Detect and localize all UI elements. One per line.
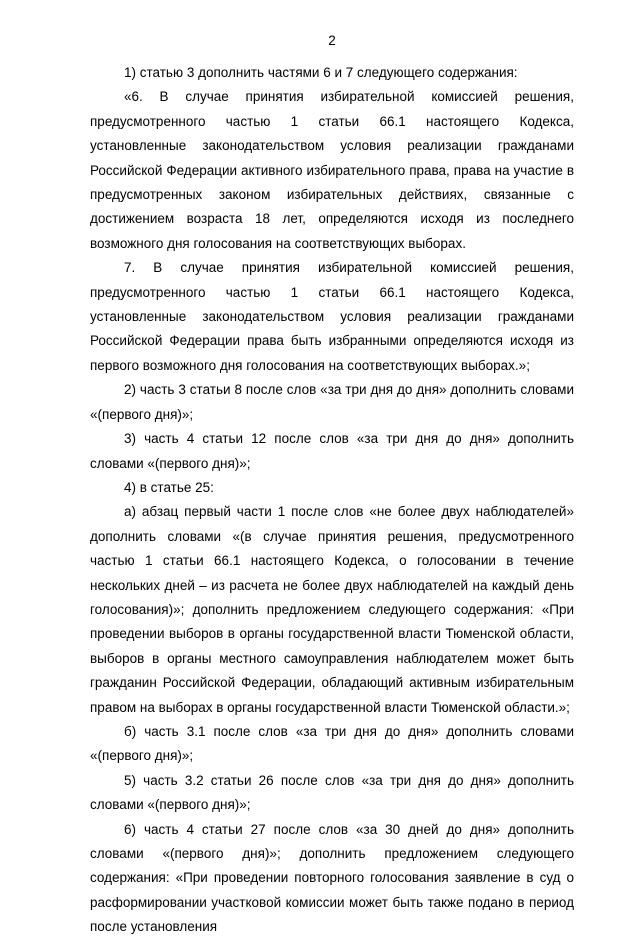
paragraph-article-27-amendment: 6) часть 4 статьи 27 после слов «за 30 дней до дня» дополнить словами «(первого дня)»; дополнить предложением следующего содержания: «При проведении повторного голосования заявление в суд о расформировании участковой комиссии может быть также подано в период после установления [90,821,574,935]
page-number: 2 [328,33,336,48]
paragraph-part-6: «6. В случае принятия избирательной комиссией решения, предусмотренного частью 1 статьи 66.1 настоящего Кодекса, установленные законодательством условия реализации гражданами Российской Федерации активного избирательного права, права на участие в предусмотренных законом избирательных действиях, связанные с достижением возраста 18 лет, определяются исходя из последнего возможного дня голосования на соответствующих выборах. [90,89,574,251]
paragraph-article-25-intro: 4) в статье 25: [124,479,214,495]
paragraph-article-25-b: б) часть 3.1 после слов «за три дня до дня» дополнить словами «(первого дня)»; [90,723,574,764]
paragraph-article-25-a: а) абзац первый части 1 после слов «не более двух наблюдателей» дополнить словами «(в случае принятия решения, предусмотренного частью 1 статьи 66.1 настоящего Кодекса, о голосовании в течение нескольких дней – из расчета не более двух наблюдателей на каждый день голосования)»; дополнить предложением следующего содержания: «При проведении выборов в органы государственной власти Тюменской области, выборов в органы местного самоуправления наблюдателем может быть гражданин Российской Федерации, обладающий активным избирательным правом на выборах в органы государственной власти Тюменской области.»; [90,504,574,715]
paragraph-part-7: 7. В случае принятия избирательной комиссией решения, предусмотренного частью 1 статьи 66.1 настоящего Кодекса, установленные законодательством условия реализации гражданами Российской Федерации права быть избранными определяются исходя из первого возможного дня голосования на соответствующих выборах.»; [90,260,574,373]
paragraph-article-12-amendment: 3) часть 4 статьи 12 после слов «за три дня до дня» дополнить словами «(первого дня)»; [90,431,574,471]
paragraph-article-26-amendment: 5) часть 3.2 статьи 26 после слов «за три дня до дня» дополнить словами «(первого дня)»; [90,772,574,813]
paragraph-article-3-amendment: 1) статью 3 дополнить частями 6 и 7 следующего содержания: [124,65,518,80]
paragraph-article-8-amendment: 2) часть 3 статьи 8 после слов «за три дня до дня» дополнить словами «(первого дня)»; [90,382,574,422]
